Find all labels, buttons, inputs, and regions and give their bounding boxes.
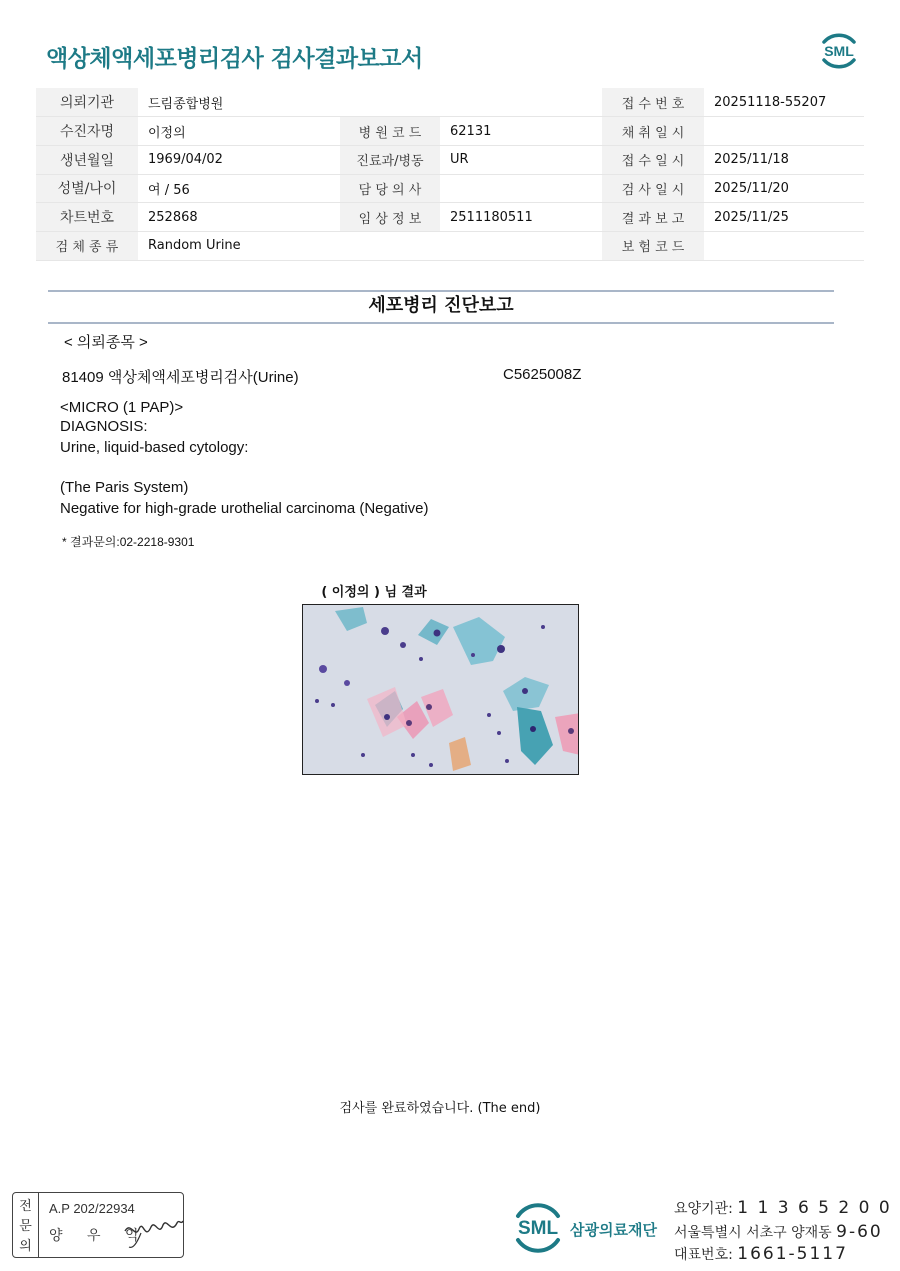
label-insurance-code: 보 험 코 드 <box>602 231 704 260</box>
cytology-image <box>302 604 579 775</box>
stamp-side-char: 문 <box>19 1219 32 1234</box>
value-result-report: 2025/11/25 <box>704 203 864 232</box>
order-heading: < 의뢰종목 > <box>64 334 148 351</box>
sml-foundation-logo-icon <box>508 1200 568 1256</box>
result-line-specimen: Urine, liquid-based cytology: <box>60 439 249 456</box>
patient-info-table <box>36 88 864 261</box>
phone-info <box>674 1244 848 1264</box>
pathologist-stamp <box>12 1192 184 1258</box>
value-birth-date: 1969/04/02 <box>138 145 340 174</box>
address-label: 서울특별시 서초구 양재동 <box>674 1225 832 1241</box>
section-rule-bottom <box>48 322 834 324</box>
signature-icon <box>121 1211 185 1251</box>
label-test-date: 검 사 일 시 <box>602 174 704 203</box>
address-number: 9-60 <box>836 1222 883 1242</box>
stamp-license-number: A.P 202/22934 <box>49 1201 135 1216</box>
report-title: 액상체액세포병리검사 검사결과보고서 <box>46 46 423 72</box>
stamp-pathologist-name: 양 우 익 <box>49 1228 149 1244</box>
value-requesting-institution: 드림종합병원 <box>138 88 602 117</box>
order-item: 81409 액상체액세포병리검사(Urine) <box>62 369 299 386</box>
sml-logo-icon <box>816 28 862 74</box>
image-caption: ( 이정의 ) 님 결과 <box>321 585 427 600</box>
info-row <box>36 145 864 174</box>
info-row <box>36 203 864 232</box>
value-insurance-code <box>704 231 864 260</box>
value-test-date: 2025/11/20 <box>704 174 864 203</box>
label-hospital-code: 병 원 코 드 <box>340 117 440 146</box>
value-sex-age: 여 / 56 <box>138 174 340 203</box>
result-line-micro: <MICRO (1 PAP)> <box>60 399 184 416</box>
value-collection-date <box>704 117 864 146</box>
address-info <box>674 1222 883 1242</box>
phone-label: 대표번호: <box>674 1247 733 1263</box>
agency-info <box>674 1198 892 1218</box>
label-chart-number: 차트번호 <box>36 203 138 232</box>
value-chart-number: 252868 <box>138 203 340 232</box>
label-collection-date: 채 취 일 시 <box>602 117 704 146</box>
label-birth-date: 생년월일 <box>36 145 138 174</box>
info-row <box>36 174 864 203</box>
stamp-side-char: 전 <box>19 1199 32 1214</box>
value-clinical-info: 2511180511 <box>440 203 602 232</box>
section-title: 세포병리 진단보고 <box>368 295 514 316</box>
label-department: 진료과/병동 <box>340 145 440 174</box>
label-receipt-number: 접 수 번 호 <box>602 88 704 117</box>
value-physician <box>440 174 602 203</box>
label-requesting-institution: 의뢰기관 <box>36 88 138 117</box>
footer-logo-text: SML <box>517 1218 559 1239</box>
label-result-report: 결 과 보 고 <box>602 203 704 232</box>
label-sex-age: 성별/나이 <box>36 174 138 203</box>
value-receipt-date: 2025/11/18 <box>704 145 864 174</box>
value-patient-name: 이정의 <box>138 117 340 146</box>
stamp-side <box>13 1193 39 1257</box>
label-specimen-type: 검 체 종 류 <box>36 231 138 260</box>
agency-label: 요양기관: <box>674 1201 733 1217</box>
result-line-diagnosis: DIAGNOSIS: <box>60 418 148 435</box>
label-clinical-info: 임 상 정 보 <box>340 203 440 232</box>
result-line-system: (The Paris System) <box>60 479 189 496</box>
agency-number: 1 1 3 6 5 2 0 0 <box>737 1198 892 1218</box>
label-receipt-date: 접 수 일 시 <box>602 145 704 174</box>
value-receipt-number: 20251118-55207 <box>704 88 864 117</box>
result-line-negative: Negative for high-grade urothelial carcinoma (Negative) <box>60 500 429 517</box>
value-specimen-type: Random Urine <box>138 231 602 260</box>
value-department: UR <box>440 145 602 174</box>
label-patient-name: 수진자명 <box>36 117 138 146</box>
phone-number: 1661-5117 <box>737 1244 848 1264</box>
value-hospital-code: 62131 <box>440 117 602 146</box>
foundation-name: 삼광의료재단 <box>570 1221 657 1239</box>
info-row <box>36 117 864 146</box>
order-code: C5625008Z <box>503 366 582 383</box>
label-physician: 담 당 의 사 <box>340 174 440 203</box>
info-row <box>36 88 864 117</box>
result-contact: * 결과문의:02-2218-9301 <box>62 535 195 549</box>
end-text: 검사를 완료하였습니다. (The end) <box>339 1101 541 1116</box>
stamp-side-char: 의 <box>19 1239 32 1254</box>
logo-text: SML <box>824 43 854 59</box>
info-row <box>36 231 864 260</box>
